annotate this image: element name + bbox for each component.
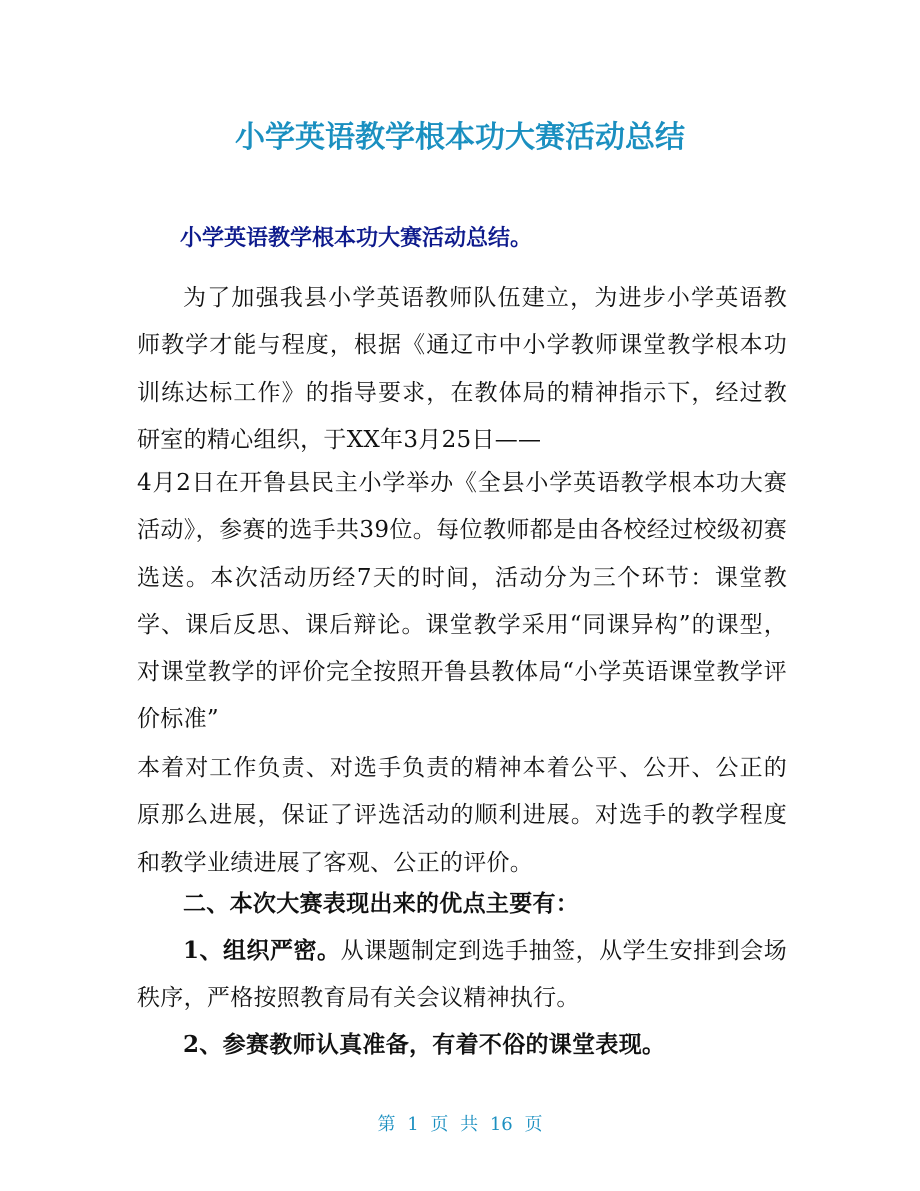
paragraph-intro: 为了加强我县小学英语教师队伍建立，为进步小学英语教师教学才能与程度，根据《通辽市中小学教师课堂教学根本功训练达标工作》的指导要求，在教体局的精神指示下，经过教研室的精心组织，于XX年3月25日—— [137, 285, 787, 453]
document-subtitle: 小学英语教学根本功大赛活动总结。 [180, 226, 533, 251]
paragraph-point-2: 2、参赛教师认真准备，有着不俗的课堂表现。 [183, 1031, 666, 1058]
paragraph-point-1 [137, 927, 787, 1023]
page-number-footer: 第 1 页 共 16 页 [377, 1114, 543, 1135]
point-1-text: 从课题制定到选手抽签，从学生安排到会场秩序，严格按照教育局有关会议精神执行。 [137, 938, 787, 1012]
document-title: 小学英语教学根本功大赛活动总结 [235, 120, 685, 155]
paragraph-event: 4月2日在开鲁县民主小学举办《全县小学英语教学根本功大赛活动》，参赛的选手共39位。每位教师都是由各校经过校级初赛选送。本次活动历经7天的时间，活动分为三个环节：课堂教学、课后反思、课后辩论。课堂教学采用“同课异构”的课型，对课堂教学的评价完全按照开鲁县教体局“小学英语课堂教学评价标准” [137, 470, 787, 733]
section-heading-strengths: 二、本次大赛表现出来的优点主要有： [183, 890, 580, 917]
paragraph-principle: 本着对工作负责、对选手负责的精神本着公平、公开、公正的原那么进展，保证了评选活动的顺利进展。对选手的教学程度和教学业绩进展了客观、公正的评价。 [137, 755, 787, 876]
point-1-lead: 1、组织严密。 [183, 937, 341, 964]
